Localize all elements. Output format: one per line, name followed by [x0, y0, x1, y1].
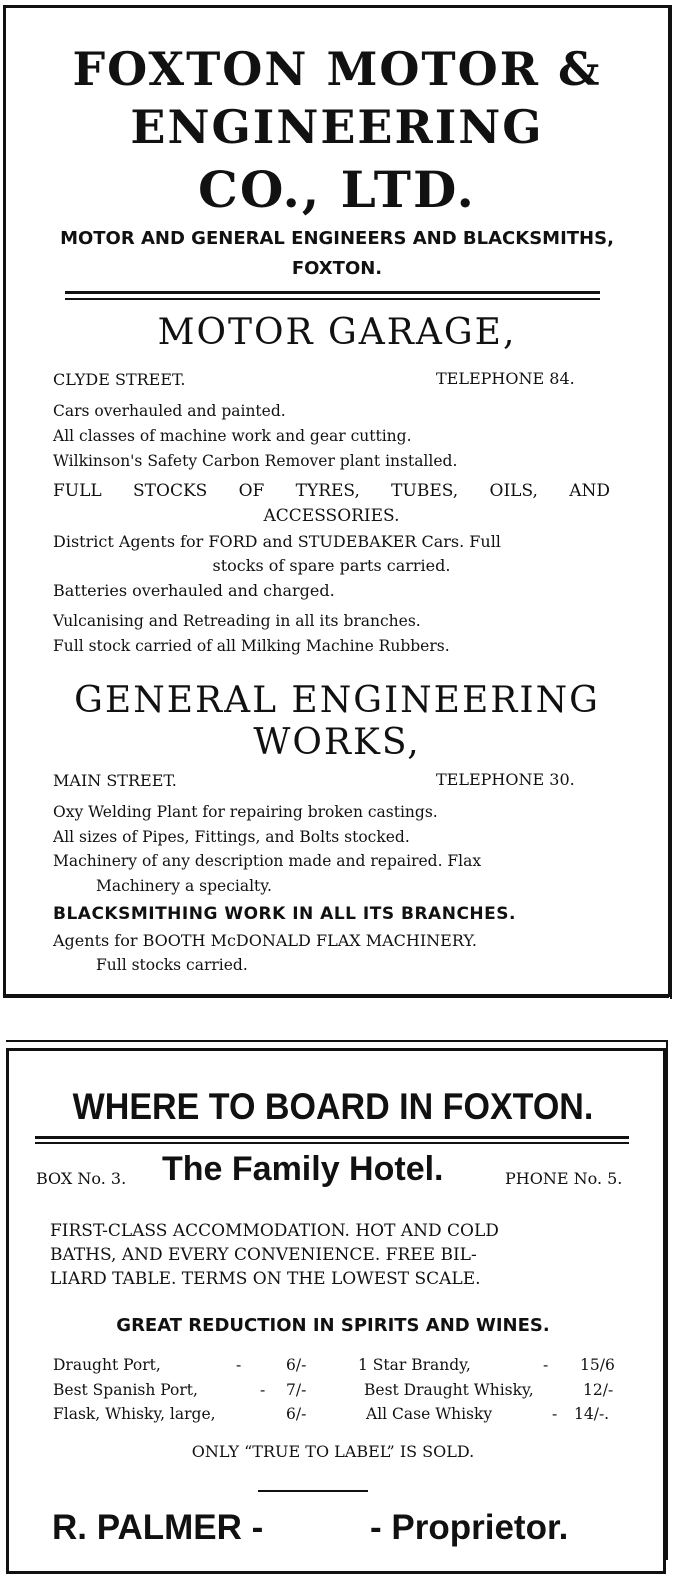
border-double-line	[3, 996, 669, 998]
price-item: Best Spanish Port,	[53, 1381, 198, 1399]
garage-line: Cars overhauled and painted.	[53, 402, 286, 420]
price-value: 14/-.	[574, 1405, 610, 1423]
heading-divider	[35, 1136, 629, 1139]
hotel-description-line: FIRST-CLASS ACCOMMODATION. HOT AND COLD	[50, 1221, 499, 1241]
garage-line: Vulcanising and Retreading in all its branches.	[53, 612, 421, 630]
garage-line: Batteries overhauled and charged.	[53, 581, 335, 600]
label-note: ONLY “TRUE TO LABEL” IS SOLD.	[191, 1442, 475, 1461]
price-value: 15/6	[580, 1356, 615, 1374]
price-separator: -	[552, 1405, 558, 1423]
price-separator: -	[260, 1381, 266, 1399]
price-value: 7/-	[286, 1381, 307, 1399]
hotel-name: The Family Hotel.	[162, 1150, 444, 1188]
works-heading-line-2: WORKS,	[253, 722, 421, 763]
company-subtitle-line-1: MOTOR AND GENERAL ENGINEERS AND BLACKSMITHS,	[60, 228, 614, 249]
company-title-line-2: ENGINEERING	[130, 100, 544, 154]
company-title-line-3: CO., LTD.	[198, 160, 476, 219]
price-item: Best Draught Whisky,	[364, 1381, 534, 1399]
company-subtitle-line-2: FOXTON.	[291, 258, 383, 279]
section-divider	[65, 291, 600, 294]
garage-telephone: TELEPHONE 84.	[436, 369, 575, 388]
works-line: Machinery of any description made and repaired. Flax	[53, 852, 482, 870]
short-divider	[258, 1490, 368, 1492]
border-double-line	[6, 1040, 668, 1042]
works-telephone: TELEPHONE 30.	[436, 770, 575, 789]
price-value: 6/-	[286, 1405, 307, 1423]
heading-divider	[35, 1142, 629, 1144]
price-item: Draught Port,	[53, 1356, 161, 1374]
garage-line: Full stock carried of all Milking Machine Rubbers.	[53, 637, 450, 655]
garage-heading: MOTOR GARAGE,	[157, 312, 517, 353]
works-line: Full stocks carried.	[96, 956, 248, 974]
works-line: All sizes of Pipes, Fittings, and Bolts stocked.	[53, 828, 410, 846]
box-number: BOX No. 3.	[36, 1169, 127, 1188]
garage-line: All classes of machine work and gear cutting.	[53, 427, 412, 445]
phone-number: PHONE No. 5.	[505, 1169, 623, 1188]
price-separator: -	[543, 1356, 549, 1374]
proprietor-name: R. PALMER -	[52, 1508, 264, 1547]
hotel-description-line: LIARD TABLE. TERMS ON THE LOWEST SCALE.	[50, 1269, 481, 1289]
proprietor-title: - Proprietor.	[370, 1508, 569, 1547]
works-heading-line-1: GENERAL ENGINEERING	[74, 680, 600, 721]
works-line: Machinery a specialty.	[96, 877, 272, 895]
price-separator: -	[236, 1356, 242, 1374]
works-line: Agents for BOOTH McDONALD FLAX MACHINERY.	[53, 931, 477, 950]
price-item: 1 Star Brandy,	[358, 1356, 471, 1374]
company-title-line-1: FOXTON MOTOR &	[72, 42, 602, 96]
works-line: Oxy Welding Plant for repairing broken castings.	[53, 803, 438, 821]
border-double-line	[666, 1040, 668, 1560]
works-street: MAIN STREET.	[53, 771, 177, 790]
price-item: Flask, Whisky, large,	[53, 1405, 216, 1423]
section-divider	[65, 298, 600, 300]
price-value: 12/-	[583, 1381, 614, 1399]
hotel-ad-heading: WHERE TO BOARD IN FOXTON.	[72, 1086, 594, 1127]
garage-line: FULL STOCKS OF TYRES, TUBES, OILS, AND	[53, 481, 610, 501]
hotel-description-line: BATHS, AND EVERY CONVENIENCE. FREE BIL-	[50, 1245, 477, 1265]
works-line: BLACKSMITHING WORK IN ALL ITS BRANCHES.	[53, 904, 516, 924]
price-item: All Case Whisky	[366, 1405, 493, 1423]
border-double-line	[670, 5, 672, 999]
garage-line: District Agents for FORD and STUDEBAKER Cars. Full	[53, 532, 501, 551]
garage-line: ACCESSORIES.	[263, 506, 400, 526]
garage-line: stocks of spare parts carried.	[212, 556, 451, 575]
garage-street: CLYDE STREET.	[53, 370, 186, 389]
garage-line: Wilkinson's Safety Carbon Remover plant installed.	[53, 452, 458, 470]
reduction-notice: GREAT REDUCTION IN SPIRITS AND WINES.	[116, 1315, 550, 1336]
price-value: 6/-	[286, 1356, 307, 1374]
